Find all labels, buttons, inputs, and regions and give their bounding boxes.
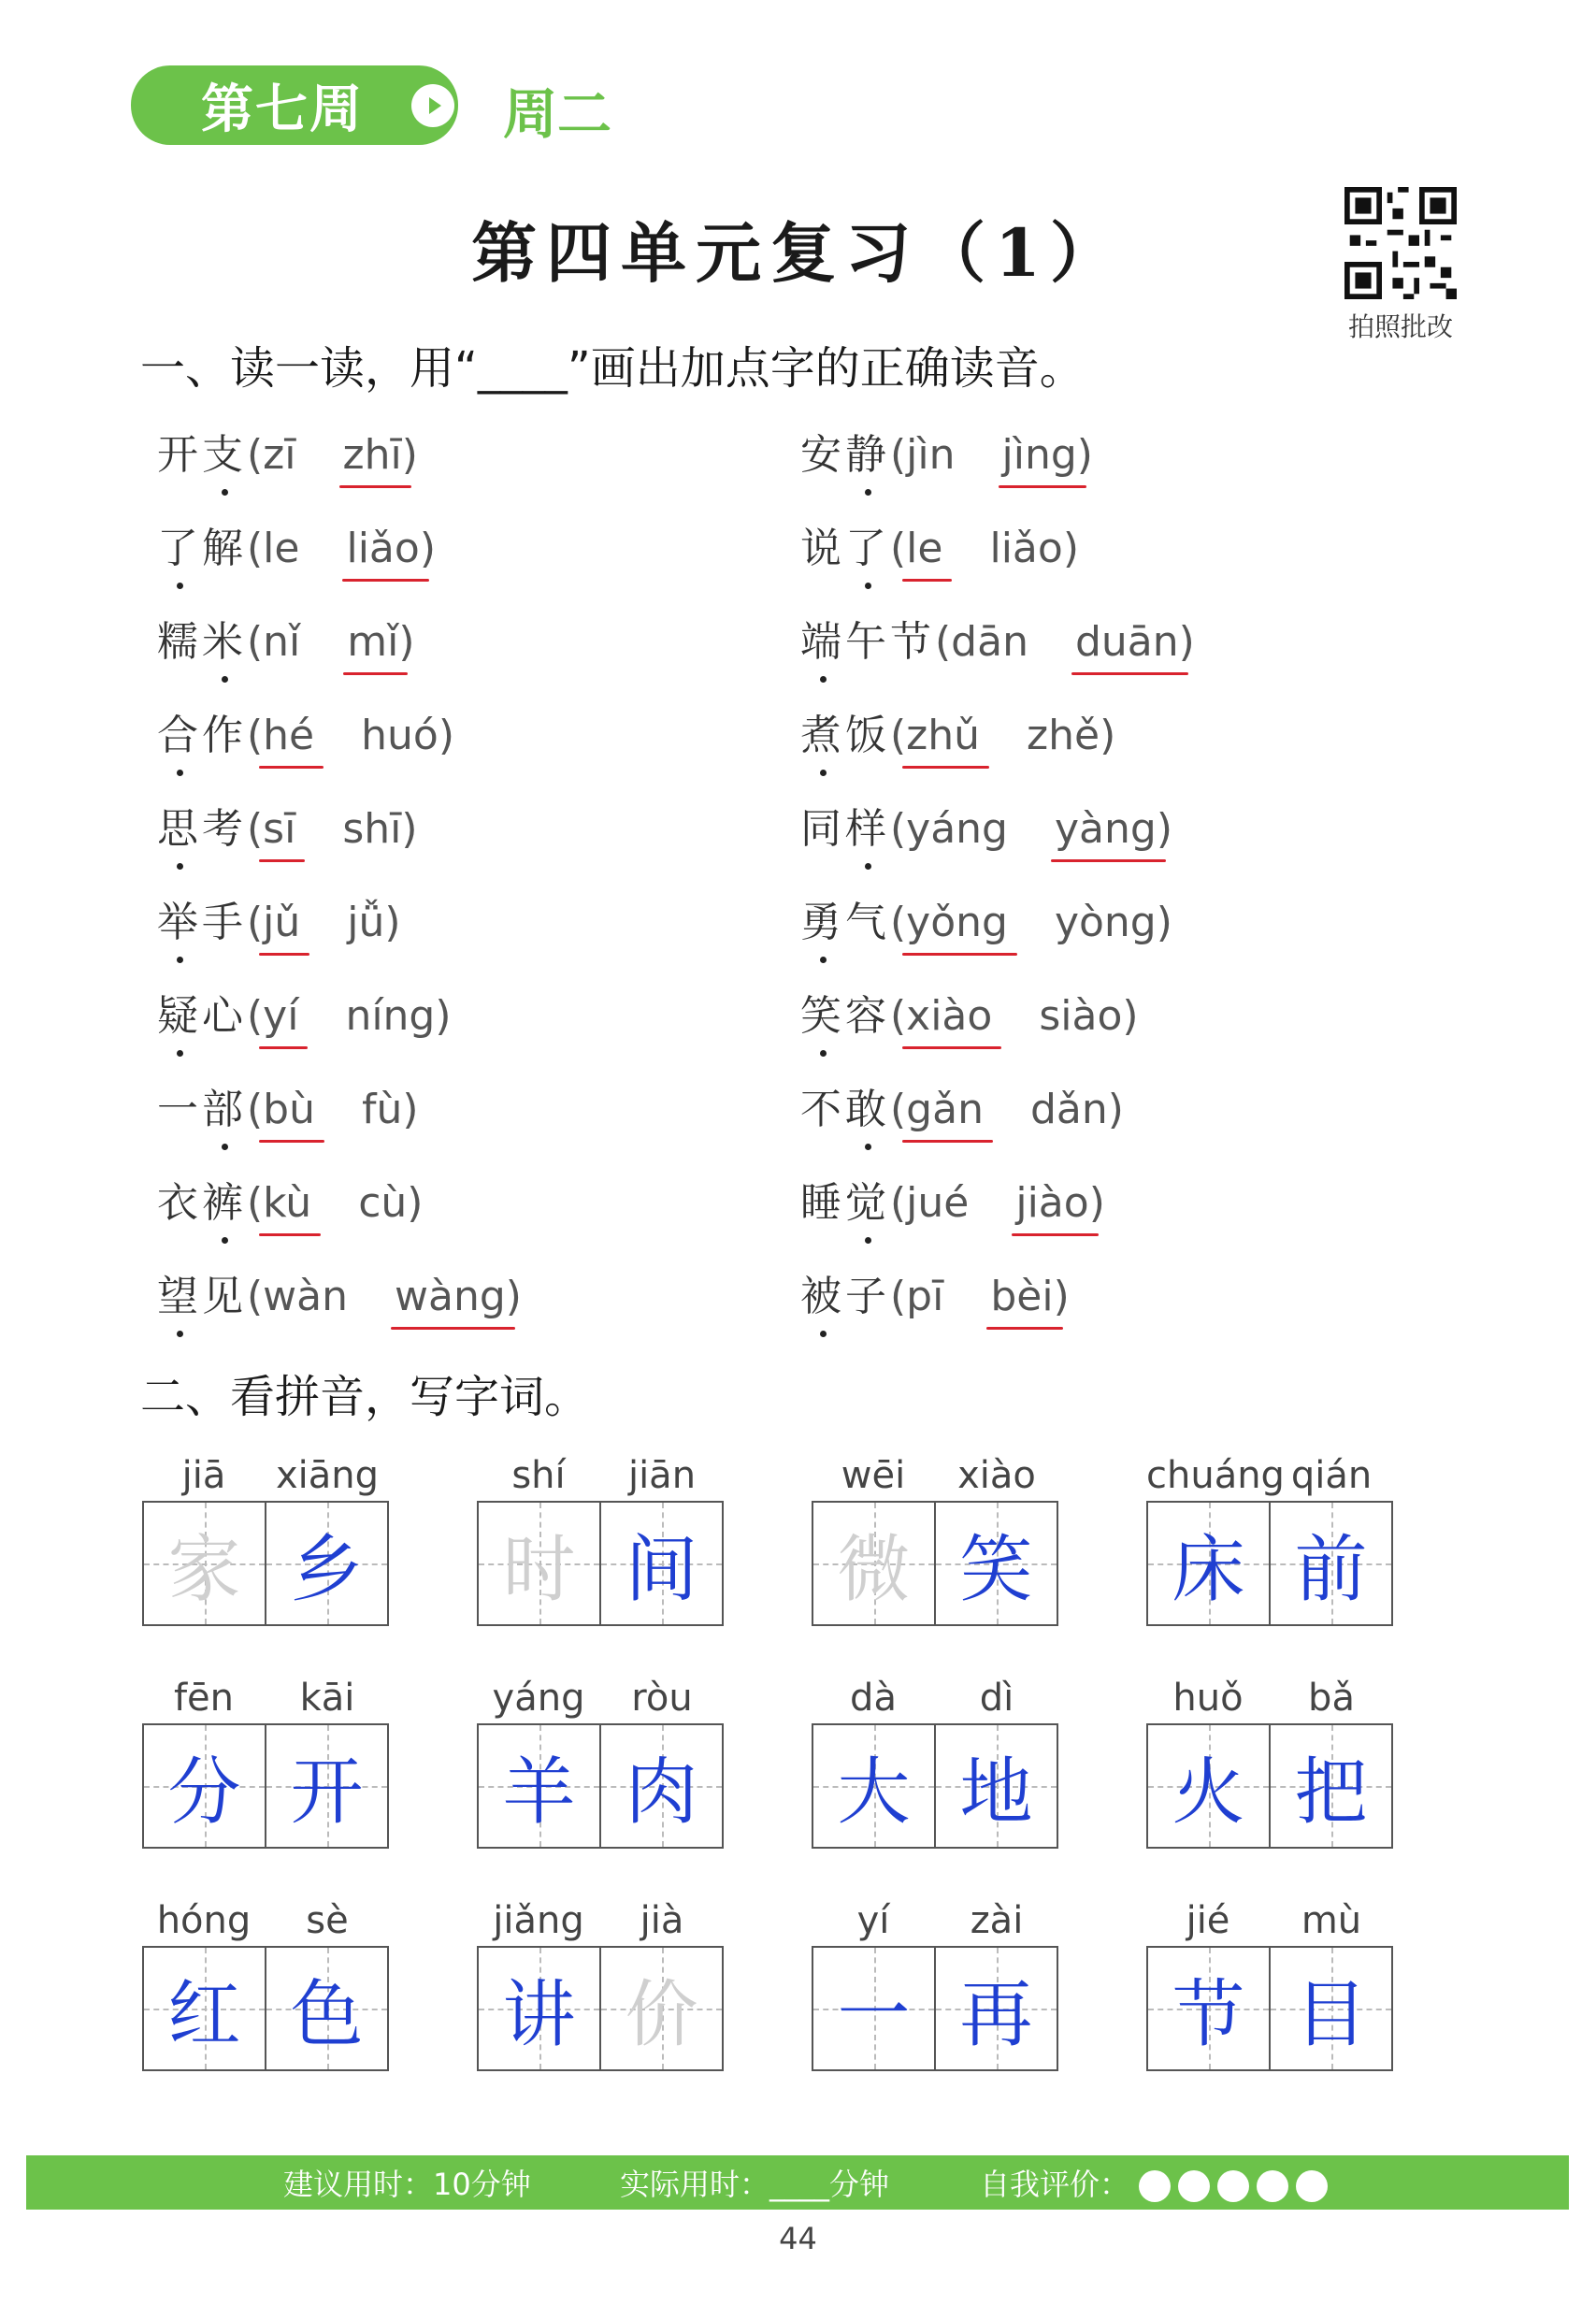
tian-zi-cell[interactable] xyxy=(813,1503,934,1624)
open-paren: ( xyxy=(935,618,952,666)
reading-word: 望见 xyxy=(157,1262,247,1322)
star-icon[interactable] xyxy=(1257,2170,1288,2202)
pinyin-option-selected[interactable]: yí xyxy=(263,992,299,1040)
pinyin-option-selected[interactable]: hé xyxy=(263,712,315,759)
open-paren: ( xyxy=(890,1273,907,1320)
pinyin-option[interactable]: zī xyxy=(263,431,296,479)
word-box xyxy=(142,1899,389,2071)
reading-item xyxy=(157,1075,419,1131)
writing-grid xyxy=(142,1723,389,1849)
open-paren: ( xyxy=(890,525,907,572)
pinyin-label: dì xyxy=(979,1677,1014,1720)
reading-item xyxy=(800,795,1172,851)
day-label: 周二 xyxy=(503,82,612,146)
reading-item xyxy=(800,421,1093,477)
tian-zi-cell[interactable] xyxy=(813,1948,934,2069)
star-icon[interactable] xyxy=(1178,2170,1210,2202)
open-paren: ( xyxy=(247,1179,264,1227)
pinyin-option[interactable]: huó xyxy=(361,712,439,759)
pinyin-option[interactable]: níng xyxy=(345,992,436,1040)
footer-bar xyxy=(26,2155,1569,2210)
reading-item xyxy=(157,514,436,570)
pinyin-option[interactable]: wàn xyxy=(263,1273,349,1320)
pinyin-label: bǎ xyxy=(1308,1677,1355,1720)
pinyin-label: yí xyxy=(856,1899,890,1942)
reading-word: 开支 xyxy=(157,421,247,481)
reading-item xyxy=(157,1169,423,1225)
pinyin-option[interactable]: zhě xyxy=(1027,712,1100,759)
self-evaluation-label: 自我评价： xyxy=(980,2167,1130,2202)
tian-zi-cell[interactable] xyxy=(599,1503,722,1624)
close-paren: ) xyxy=(1178,618,1195,666)
tian-zi-cell[interactable] xyxy=(934,1948,1057,2069)
tian-zi-cell[interactable] xyxy=(265,1948,387,2069)
close-paren: ) xyxy=(1053,1273,1070,1320)
pinyin-label: ròu xyxy=(631,1677,693,1720)
pinyin-label: dà xyxy=(850,1677,897,1720)
pinyin-row xyxy=(142,1677,389,1723)
open-paren: ( xyxy=(247,1086,264,1133)
reading-word: 思考 xyxy=(157,795,247,855)
pinyin-option-selected[interactable]: zhǔ xyxy=(906,712,981,759)
tian-zi-cell[interactable] xyxy=(934,1725,1057,1847)
written-character: 色 xyxy=(290,1973,364,2057)
open-paren: ( xyxy=(890,1179,907,1227)
pinyin-row xyxy=(477,1677,724,1723)
pinyin-option[interactable]: siào xyxy=(1039,992,1123,1040)
pinyin-option-selected[interactable]: sī xyxy=(263,805,296,853)
writing-grid xyxy=(812,1946,1058,2071)
close-paren: ) xyxy=(438,712,455,759)
pinyin-option-selected[interactable]: jiào xyxy=(1015,1179,1089,1227)
pinyin-option-selected[interactable]: yàng xyxy=(1055,805,1157,853)
pinyin-row xyxy=(142,1454,389,1501)
tian-zi-cell[interactable] xyxy=(934,1503,1057,1624)
reading-word: 安静 xyxy=(800,421,890,481)
reading-item xyxy=(157,982,452,1038)
tian-zi-cell[interactable] xyxy=(479,1948,599,2069)
reading-item xyxy=(800,888,1172,944)
week-badge xyxy=(131,65,458,145)
reading-item xyxy=(157,888,401,944)
pinyin-label: mù xyxy=(1301,1899,1362,1942)
written-character: 开 xyxy=(290,1750,364,1835)
reading-word: 说了 xyxy=(800,514,890,574)
pinyin-option-selected[interactable]: bù xyxy=(263,1086,315,1133)
tian-zi-cell[interactable] xyxy=(599,1725,722,1847)
pinyin-row xyxy=(142,1899,389,1946)
tian-zi-cell[interactable] xyxy=(265,1725,387,1847)
pinyin-option[interactable]: yòng xyxy=(1054,899,1157,946)
pinyin-label: wēi xyxy=(841,1454,906,1497)
pinyin-row xyxy=(812,1677,1058,1723)
word-box xyxy=(477,1677,724,1849)
pinyin-label: jiā xyxy=(181,1454,226,1497)
pinyin-option[interactable]: fù xyxy=(362,1086,403,1133)
close-paren: ) xyxy=(402,1086,419,1133)
pinyin-row xyxy=(1146,1899,1393,1946)
rating-stars[interactable] xyxy=(1139,2170,1328,2202)
close-paren: ) xyxy=(401,805,418,853)
self-evaluation xyxy=(980,2161,1328,2204)
word-box xyxy=(142,1677,389,1849)
reading-word: 睡觉 xyxy=(800,1169,890,1229)
written-character: 讲 xyxy=(502,1973,576,2057)
pinyin-option[interactable]: nǐ xyxy=(263,618,301,666)
written-character: 地 xyxy=(959,1750,1033,1835)
close-paren: ) xyxy=(407,1179,424,1227)
suggested-time: 建议用时：10分钟 xyxy=(283,2167,531,2202)
reading-item xyxy=(157,1262,522,1318)
open-paren: ( xyxy=(247,618,264,666)
close-paren: ) xyxy=(398,618,415,666)
week-label: 第七周 xyxy=(201,79,364,140)
written-character: 分 xyxy=(167,1750,241,1835)
pinyin-option[interactable]: liǎo xyxy=(989,525,1063,572)
pinyin-label: shí xyxy=(511,1454,566,1497)
pinyin-option-selected[interactable]: jǔ xyxy=(263,899,301,946)
tian-zi-cell[interactable] xyxy=(265,1503,387,1624)
qr-code-icon[interactable] xyxy=(1344,187,1457,299)
pinyin-option-selected[interactable]: liǎo xyxy=(346,525,420,572)
open-paren: ( xyxy=(247,431,264,479)
close-paren: ) xyxy=(1088,1179,1105,1227)
reading-word: 煮饭 xyxy=(800,701,890,761)
pinyin-option-selected[interactable]: gǎn xyxy=(906,1086,984,1133)
written-character: 目 xyxy=(1294,1973,1368,2057)
pinyin-option[interactable]: pī xyxy=(906,1273,944,1320)
word-box xyxy=(812,1677,1058,1849)
written-character: 间 xyxy=(625,1528,698,1612)
pinyin-option[interactable]: dān xyxy=(951,618,1028,666)
tian-zi-cell[interactable] xyxy=(1148,1948,1269,2069)
section2-heading: 二、看拼音，写字词。 xyxy=(140,1371,590,1423)
reading-word: 了解 xyxy=(157,514,247,574)
open-paren: ( xyxy=(247,1273,264,1320)
close-paren: ) xyxy=(1156,805,1172,853)
tian-zi-cell[interactable] xyxy=(1269,1503,1391,1624)
pinyin-option-selected[interactable]: yǒng xyxy=(906,899,1008,946)
reading-word: 一部 xyxy=(157,1075,247,1135)
reading-word: 衣裤 xyxy=(157,1169,247,1229)
close-paren: ) xyxy=(1062,525,1079,572)
written-character: 肉 xyxy=(625,1750,698,1835)
star-icon[interactable] xyxy=(1296,2170,1328,2202)
reading-item xyxy=(157,608,415,664)
pinyin-label: sè xyxy=(306,1899,349,1942)
pinyin-option-selected[interactable]: duān xyxy=(1074,618,1179,666)
writing-grid xyxy=(1146,1723,1393,1849)
reading-item xyxy=(157,701,454,757)
pinyin-option[interactable]: jìn xyxy=(906,431,956,479)
pinyin-option-selected[interactable]: le xyxy=(906,525,943,572)
pinyin-label: jiǎng xyxy=(493,1899,584,1942)
open-paren: ( xyxy=(247,899,264,946)
reading-item xyxy=(157,795,418,851)
reading-word: 举手 xyxy=(157,888,247,948)
reading-item xyxy=(800,1075,1124,1131)
reading-word: 不敢 xyxy=(800,1075,890,1135)
written-character: 家 xyxy=(167,1528,241,1612)
open-paren: ( xyxy=(890,1086,907,1133)
close-paren: ) xyxy=(1156,899,1172,946)
tian-zi-cell[interactable] xyxy=(144,1948,265,2069)
written-character: 羊 xyxy=(502,1750,576,1835)
open-paren: ( xyxy=(247,525,264,572)
written-character: 微 xyxy=(837,1528,911,1612)
open-paren: ( xyxy=(890,712,907,759)
close-paren: ) xyxy=(505,1273,522,1320)
pinyin-label: xiāng xyxy=(275,1454,380,1497)
reading-item xyxy=(800,514,1079,570)
open-paren: ( xyxy=(247,712,264,759)
written-character: 一 xyxy=(837,1973,911,2057)
open-paren: ( xyxy=(890,431,907,479)
written-character: 乡 xyxy=(290,1528,364,1612)
pinyin-option[interactable]: dǎn xyxy=(1029,1086,1108,1133)
tian-zi-cell[interactable] xyxy=(1269,1725,1391,1847)
star-icon[interactable] xyxy=(1139,2170,1171,2202)
word-box xyxy=(1146,1454,1393,1626)
pinyin-row xyxy=(477,1454,724,1501)
tian-zi-cell[interactable] xyxy=(1148,1725,1269,1847)
pinyin-label: hóng xyxy=(156,1899,252,1942)
reading-word: 笑容 xyxy=(800,982,890,1042)
tian-zi-cell[interactable] xyxy=(599,1948,722,2069)
tian-zi-cell[interactable] xyxy=(1269,1948,1391,2069)
star-icon[interactable] xyxy=(1217,2170,1249,2202)
pinyin-option-selected[interactable]: zhī xyxy=(342,431,402,479)
tian-zi-cell[interactable] xyxy=(479,1725,599,1847)
written-character: 时 xyxy=(502,1528,576,1612)
pinyin-label: huǒ xyxy=(1172,1677,1244,1720)
writing-grid xyxy=(477,1723,724,1849)
tian-zi-cell[interactable] xyxy=(144,1503,265,1624)
close-paren: ) xyxy=(401,431,418,479)
word-box xyxy=(1146,1899,1393,2071)
pinyin-label: qián xyxy=(1290,1454,1373,1497)
pinyin-label: jià xyxy=(640,1899,684,1942)
reading-word: 被子 xyxy=(800,1262,890,1322)
arrow-right-icon xyxy=(411,84,454,127)
pinyin-option[interactable]: jǚ xyxy=(347,899,385,946)
pinyin-option[interactable]: yáng xyxy=(906,805,1008,853)
close-paren: ) xyxy=(435,992,452,1040)
pinyin-row xyxy=(477,1899,724,1946)
written-character: 大 xyxy=(837,1750,911,1835)
written-character: 火 xyxy=(1172,1750,1245,1835)
pinyin-row xyxy=(1146,1454,1393,1501)
pinyin-option[interactable]: cù xyxy=(358,1179,408,1227)
pinyin-option[interactable]: le xyxy=(263,525,300,572)
word-box xyxy=(477,1454,724,1626)
reading-item xyxy=(800,982,1139,1038)
actual-time: 实际用时：____分钟 xyxy=(620,2167,890,2202)
reading-item xyxy=(800,701,1115,757)
pinyin-option-selected[interactable]: wàng xyxy=(395,1273,506,1320)
pinyin-label: yáng xyxy=(492,1677,585,1720)
tian-zi-cell[interactable] xyxy=(813,1725,934,1847)
pinyin-label: zài xyxy=(970,1899,1024,1942)
word-box xyxy=(1146,1677,1393,1849)
reading-word: 端午节 xyxy=(800,608,935,668)
reading-word: 合作 xyxy=(157,701,247,761)
pinyin-option[interactable]: jué xyxy=(906,1179,970,1227)
word-box xyxy=(812,1899,1058,2071)
pinyin-label: kāi xyxy=(299,1677,355,1720)
close-paren: ) xyxy=(1076,431,1093,479)
pinyin-label: chuáng xyxy=(1146,1454,1285,1497)
open-paren: ( xyxy=(247,805,264,853)
pinyin-option-selected[interactable]: kù xyxy=(263,1179,312,1227)
pinyin-row xyxy=(812,1899,1058,1946)
word-box xyxy=(477,1899,724,2071)
pinyin-label: jiān xyxy=(627,1454,697,1497)
tian-zi-cell[interactable] xyxy=(479,1503,599,1624)
writing-grid xyxy=(1146,1946,1393,2071)
open-paren: ( xyxy=(247,992,264,1040)
writing-grid xyxy=(477,1946,724,2071)
open-paren: ( xyxy=(890,805,907,853)
word-box xyxy=(812,1454,1058,1626)
section1-heading: 一、读一读，用“____”画出加点字的正确读音。 xyxy=(140,342,1085,395)
close-paren: ) xyxy=(1100,712,1116,759)
pinyin-option-selected[interactable]: xiào xyxy=(906,992,993,1040)
pinyin-label: fēn xyxy=(173,1677,235,1720)
close-paren: ) xyxy=(384,899,401,946)
writing-grid xyxy=(812,1723,1058,1849)
writing-grid xyxy=(477,1501,724,1626)
written-character: 节 xyxy=(1172,1973,1245,2057)
open-paren: ( xyxy=(890,992,907,1040)
pinyin-option[interactable]: shī xyxy=(342,805,402,853)
tian-zi-cell[interactable] xyxy=(1148,1503,1269,1624)
reading-item xyxy=(157,421,418,477)
reading-item xyxy=(800,1262,1070,1318)
pinyin-label: jié xyxy=(1186,1899,1230,1942)
close-paren: ) xyxy=(1122,992,1139,1040)
pinyin-row xyxy=(1146,1677,1393,1723)
close-paren: ) xyxy=(419,525,436,572)
reading-item xyxy=(800,608,1195,664)
reading-word: 疑心 xyxy=(157,982,247,1042)
pinyin-option-selected[interactable]: mǐ xyxy=(347,618,399,666)
reading-word: 勇气 xyxy=(800,888,890,948)
written-character: 再 xyxy=(959,1973,1033,2057)
word-box xyxy=(142,1454,389,1626)
page-title: 第四单元复习（1） xyxy=(471,214,1125,292)
written-character: 前 xyxy=(1294,1528,1368,1612)
writing-grid xyxy=(1146,1501,1393,1626)
reading-word: 同样 xyxy=(800,795,890,855)
page-number: 44 xyxy=(779,2221,817,2256)
open-paren: ( xyxy=(890,899,907,946)
tian-zi-cell[interactable] xyxy=(144,1725,265,1847)
reading-item xyxy=(800,1169,1105,1225)
pinyin-option-selected[interactable]: bèi xyxy=(990,1273,1054,1320)
writing-grid xyxy=(812,1501,1058,1626)
qr-caption: 拍照批改 xyxy=(1347,311,1453,342)
written-character: 床 xyxy=(1172,1528,1245,1612)
written-character: 价 xyxy=(625,1973,698,2057)
pinyin-label: xiào xyxy=(957,1454,1036,1497)
written-character: 笑 xyxy=(959,1528,1033,1612)
written-character: 把 xyxy=(1294,1750,1368,1835)
reading-word: 糯米 xyxy=(157,608,247,668)
writing-grid xyxy=(142,1501,389,1626)
writing-grid xyxy=(142,1946,389,2071)
close-paren: ) xyxy=(1107,1086,1124,1133)
pinyin-option-selected[interactable]: jìng xyxy=(1001,431,1077,479)
pinyin-row xyxy=(812,1454,1058,1501)
written-character: 红 xyxy=(167,1973,241,2057)
